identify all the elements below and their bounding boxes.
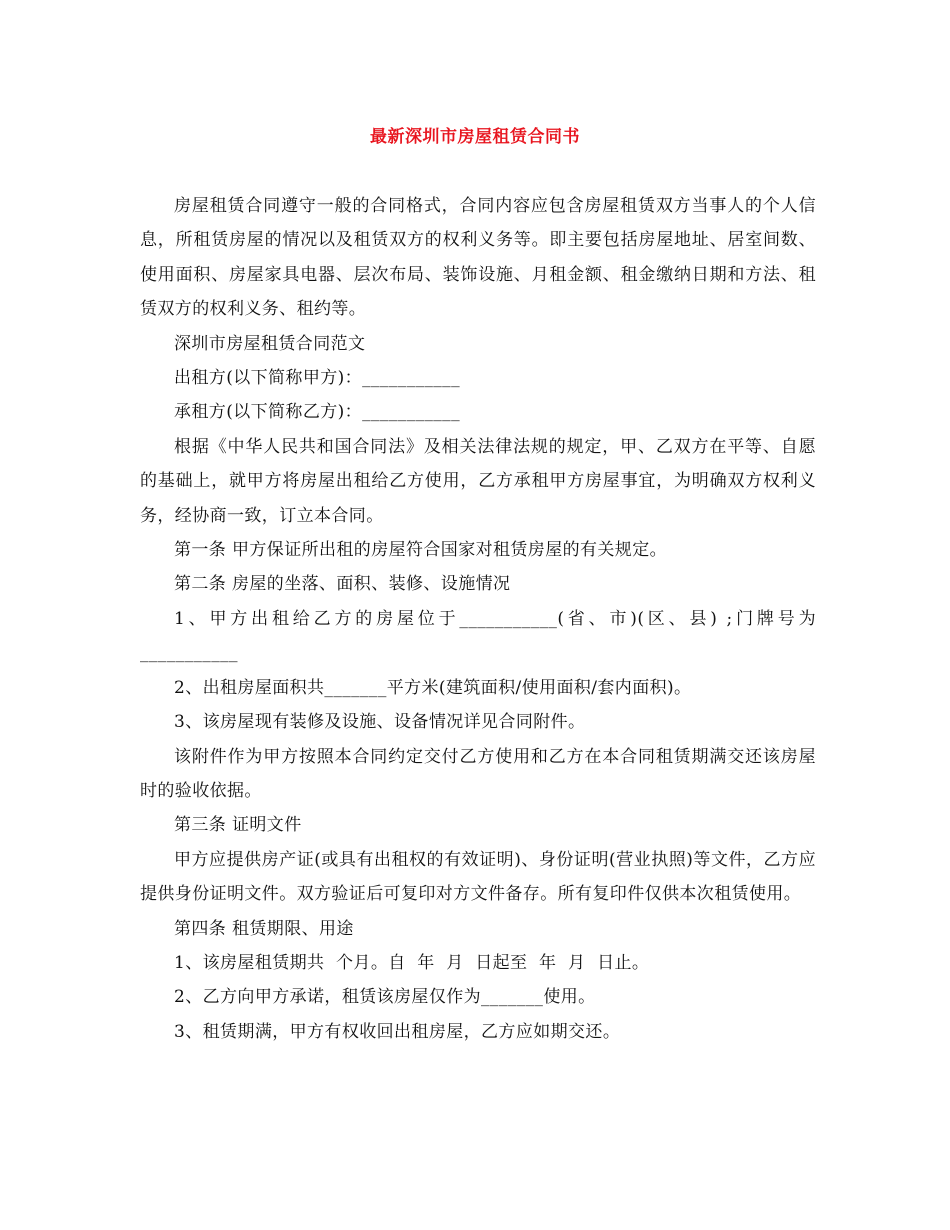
paragraph-intro: 房屋租赁合同遵守一般的合同格式，合同内容应包含房屋租赁双方当事人的个人信息，所租赁房屋的情况以及租赁双方的权利义务等。即主要包括房屋地址、居室间数、使用面积、房屋家具电器、层次布局、装饰设施、月租金额、租金缴纳日期和方法、租赁双方的权利义务、租约等。 xyxy=(140,196,816,320)
document-title: 最新深圳市房屋租赁合同书 xyxy=(370,127,580,147)
article-3-heading: 第三条 证明文件 xyxy=(174,815,302,836)
document-body xyxy=(140,189,816,1049)
article-2-item-3: 3、该房屋现有装修及设施、设备情况详见合同附件。 xyxy=(174,712,586,733)
article-2-heading: 第二条 房屋的坐落、面积、装修、设施情况 xyxy=(174,574,511,595)
paragraph-lessor: 出租方(以下简称甲方)：___________ xyxy=(174,368,460,389)
article-2-item-1: 1、甲方出租给乙方的房屋位于___________(省、市)(区、县) ;门牌号为___________ xyxy=(140,608,816,664)
paragraph-basis: 根据《中华人民共和国合同法》及相关法律法规的规定，甲、乙双方在平等、自愿的基础上，就甲方将房屋出租给乙方使用，乙方承租甲方房屋事宜，为明确双方权利义务，经协商一致，订立本合同。 xyxy=(140,436,816,526)
article-2-attachment-note: 该附件作为甲方按照本合同约定交付乙方使用和乙方在本合同租赁期满交还该房屋时的验收依据。 xyxy=(140,746,816,801)
paragraph-sample-heading: 深圳市房屋租赁合同范文 xyxy=(174,333,366,354)
article-3-body: 甲方应提供房产证(或具有出租权的有效证明)、身份证明(营业执照)等文件，乙方应提供身份证明文件。双方验证后可复印对方文件备存。所有复印件仅供本次租赁使用。 xyxy=(140,849,816,905)
article-1: 第一条 甲方保证所出租的房屋符合国家对租赁房屋的有关规定。 xyxy=(174,540,668,561)
paragraph-lessee: 承租方(以下简称乙方)：___________ xyxy=(174,402,460,423)
article-2-item-2: 2、出租房屋面积共_______平方米(建筑面积/使用面积/套内面积)。 xyxy=(174,677,692,698)
article-4-item-2: 2、乙方向甲方承诺，租赁该房屋仅作为_______使用。 xyxy=(174,987,596,1008)
article-4-item-1: 1、该房屋租赁期共 个月。自 年 月 日起至 年 月 日止。 xyxy=(174,952,650,973)
article-4-heading: 第四条 租赁期限、用途 xyxy=(174,918,354,939)
article-4-item-3: 3、租赁期满，甲方有权收回出租房屋，乙方应如期交还。 xyxy=(174,1021,621,1042)
